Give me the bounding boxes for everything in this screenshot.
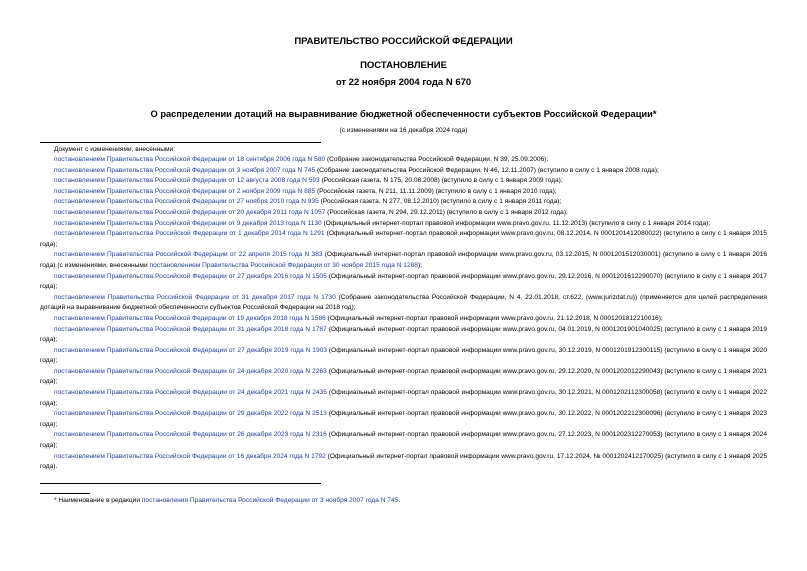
amendment-details: (Официальный интернет-портал правовой информации www.pravo.gov.ru, 30.12.2019, N 0001201912300115) (вступило в силу с 1 января 2020 года); <box>40 346 767 365</box>
amendment-details: (Официальный интернет-портал правовой информации www.pravo.gov.ru, 29.12.2020, N 0001202012290043) (вступило в силу с 1 января 2021 года); <box>40 367 768 386</box>
amendment-details: (Официальный интернет-портал правовой информации www.pravo.gov.ru, 08.12.2014, N 0001201412080022) (вступило в силу с 1 января 2015 года); <box>40 230 768 248</box>
amendment-details: (Российская газета, N 294, 29.12.2011) (вступило в силу с 1 января 2012 года); <box>325 208 568 216</box>
amendment-details: (Официальный интернет-портал правовой информации www.pravo.gov.ru, 27.12.2023, N 0001202312270053) (вступило в силу с 1 января 2024 года); <box>40 431 768 450</box>
change-item <box>40 229 767 250</box>
footnote-prefix: * Наименование в редакции <box>54 497 142 504</box>
document-type-heading: ПОСТАНОВЛЕНИЕ <box>360 60 447 71</box>
amendment-link[interactable]: постановлением Правительства Российской Федерации от 2 ноября 2009 года N 885 <box>54 187 316 195</box>
amendment-link[interactable]: постановлением Правительства Российской Федерации от 18 сентября 2006 года N 580 <box>54 156 326 163</box>
change-item <box>40 219 767 230</box>
change-item <box>40 409 767 430</box>
change-item <box>40 367 767 388</box>
edition-note: (с изменениями на 16 декабря 2024 года) <box>339 127 468 134</box>
change-item <box>40 293 767 314</box>
footnote-divider <box>40 493 90 494</box>
change-item <box>40 346 767 367</box>
footnote-link[interactable]: постановления Правительства Российской Федерации от 3 ноября 2007 года N 745 <box>141 497 399 504</box>
amendment-details: (Официальный интернет-портал правовой информации www.pravo.gov.ru, 17.12.2024, № 0001202412170025) (вступило в силу с 1 января 2025 года). <box>40 452 767 471</box>
amendment-details: (Официальный интернет-портал правовой информации www.pravo.gov.ru, 30.12.2022, N 0001202212300096) (вступило в силу с 1 января 2023 года); <box>40 410 768 428</box>
amendment-link-secondary[interactable]: постановлением Правительства Российской Федерации от 30 ноября 2015 года N 1288 <box>149 261 418 269</box>
amendment-link[interactable]: постановлением Правительства Российской Федерации от 9 декабря 2013 года N 1130 <box>54 219 322 227</box>
amendment-details: (Официальный интернет-портал правовой информации www.pravo.gov.ru, 04.01.2019, N 0001201901040025) (вступило в силу с 1 января 2019 года); <box>40 325 768 344</box>
changes-intro: Документ с изменениями, внесенными: <box>54 146 176 153</box>
change-item <box>40 187 767 198</box>
amendment-link[interactable]: постановлением Правительства Российской Федерации от 26 декабря 2023 года N 2316 <box>54 431 327 439</box>
amendment-details: (Официальный интернет-портал правовой информации www.pravo.gov.ru, 11.12.2013) (вступило в силу с 1 января 2014 года); <box>321 219 711 227</box>
change-item <box>40 208 767 219</box>
change-item <box>40 430 767 451</box>
top-divider <box>40 142 321 143</box>
footnote-suffix: . <box>398 497 401 504</box>
amendment-details: (Собрание законодательства Российской Федерации, N 46, 12.11.2007) (вступило в силу с 1 января 2008 года); <box>315 166 659 174</box>
change-item <box>40 325 767 346</box>
change-item <box>40 176 767 187</box>
change-item <box>40 452 767 473</box>
amendment-link[interactable]: постановлением Правительства Российской Федерации от 20 декабря 2011 года N 1057 <box>54 208 326 216</box>
amendment-details: (Российская газета, N 211, 11.11.2009) (вступило в силу с 1 января 2010 года); <box>315 187 557 195</box>
amendment-link[interactable]: постановлением Правительства Российской Федерации от 27 ноября 2010 года N 935 <box>54 198 319 206</box>
amendment-link[interactable]: постановлением Правительства Российской Федерации от 24 декабря 2020 года N 2263 <box>54 367 327 375</box>
amendment-link[interactable]: постановлением Правительства Российской Федерации от 27 декабря 2016 года N 1505 <box>54 272 327 280</box>
changes-list <box>40 155 767 473</box>
change-item <box>40 155 767 166</box>
amendment-details: (Российская газета, N 277, 08.12.2010) (вступило в силу с 1 января 2011 года); <box>318 198 562 206</box>
change-item <box>40 166 767 177</box>
change-item <box>40 197 767 208</box>
amendment-link[interactable]: постановлением Правительства Российской Федерации от 27 декабря 2019 года N 1903 <box>54 346 327 354</box>
amendment-details: (Официальный интернет-портал правовой информации www.pravo.gov.ru, 30.12.2021, N 0001202112300058) (вступило в силу с 1 января 2022 года); <box>40 389 767 407</box>
amendment-link[interactable]: постановлением Правительства Российской Федерации от 24 декабря 2021 года N 2435 <box>54 389 327 397</box>
amendment-link[interactable]: постановлением Правительства Российской Федерации от 29 декабря 2022 года N 2513 <box>54 410 327 418</box>
amendment-details-tail: ); <box>417 261 423 269</box>
change-item <box>40 250 767 271</box>
amendment-details: (Российская газета, N 175, 20.08.2008) (вступило в силу с 1 января 2009 года); <box>319 177 563 185</box>
amendment-link[interactable]: постановлением Правительства Российской Федерации от 12 августа 2008 года N 593 <box>54 177 320 185</box>
amendment-details: (Официальный интернет-портал правовой информации www.pravo.gov.ru, 03.12.2015, N 0001201512030001) (вступило в силу с 1 января 2016 года) (с изменениями, внесенными <box>40 251 767 269</box>
amendment-link[interactable]: постановлением Правительства Российской Федерации от 22 апреля 2015 года N 383 <box>54 251 323 259</box>
amendment-details: (Официальный интернет-портал правовой информации www.pravo.gov.ru, 21.12.2018, N 0001201812210016); <box>325 314 663 322</box>
document-title: О распределении дотаций на выравнивание бюджетной обеспеченности субъектов Российской Федерации* <box>150 109 657 119</box>
footnote <box>54 497 400 504</box>
amendment-link[interactable]: постановлением Правительства Российской Федерации от 3 ноября 2007 года N 745 <box>54 166 316 174</box>
amendment-link[interactable]: постановлением Правительства Российской Федерации от 19 декабря 2018 года N 1586 <box>54 314 326 322</box>
issuer-heading: ПРАВИТЕЛЬСТВО РОССИЙСКОЙ ФЕДЕРАЦИИ <box>294 36 513 47</box>
amendment-details: (Официальный интернет-портал правовой информации www.pravo.gov.ru, 29.12.2016, N 0001201612290070) (вступило в силу с 1 января 2017 года); <box>40 272 768 291</box>
amendment-details: (Собрание законодательства Российской Федерации, N 4, 22.01.2018, ст.622, (www.jurizdat.ru)) (применяется для целей распределения дотаций на выравнивание бюджетной обеспеченности субъектов Российской Федерации на 2018 год); <box>40 293 767 312</box>
amendment-details: (Собрание законодательства Российской Федерации, N 39, 25.09.2006); <box>325 156 549 163</box>
amendment-link[interactable]: постановлением Правительства Российской Федерации от 31 декабря 2018 года N 1787 <box>54 325 327 333</box>
change-item <box>40 388 767 409</box>
amendment-link[interactable]: постановлением Правительства Российской Федерации от 16 декабря 2024 года N 1792 <box>54 452 326 460</box>
date-number-heading: от 22 ноября 2004 года N 670 <box>335 77 472 88</box>
amendment-link[interactable]: постановлением Правительства Российской Федерации от 31 декабря 2017 года N 1730 <box>54 293 336 301</box>
bottom-divider <box>40 483 321 484</box>
change-item <box>40 272 767 293</box>
amendment-link[interactable]: постановлением Правительства Российской Федерации от 1 декабря 2014 года N 1291 <box>54 230 325 238</box>
change-item <box>40 314 767 325</box>
